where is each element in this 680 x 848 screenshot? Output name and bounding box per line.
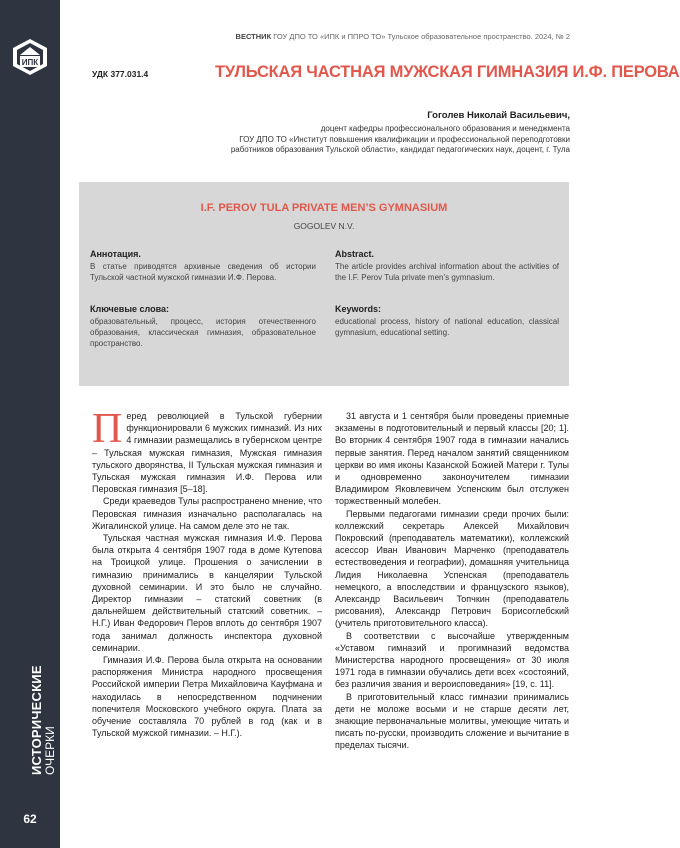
body-paragraph: В соответствии с высочайше утвержденным «Уставом гимназий и прогимназий ведомства Министерства народного просвещения» от 30 июля 1971 года в гимназии обучались дети всех «состояний, без различия звания и вероисповедания» [19, с. 11]. bbox=[335, 630, 569, 690]
journal-header bbox=[210, 32, 570, 41]
drop-cap: П bbox=[92, 406, 123, 452]
body-paragraph: Первыми педагогами гимназии среди прочих были: коллежский секретарь Алексей Михайлович Покровский (преподаватель математики), коллежский асессор Иван Иванович Марченко (преподаватель естествоведения и географии), домашняя учительница Лидия Николаевна Успенская (преподаватель немецкого, а впоследствии и французского языков), Александр Васильевич Топчкин (преподаватель рисования), Александр Петрович Борисоглебский (учитель приготовительного класса). bbox=[335, 508, 569, 629]
page-number: 62 bbox=[23, 812, 37, 826]
sidebar bbox=[0, 0, 60, 848]
body-paragraph: Среди краеведов Тулы распространено мнение, что Перовская гимназия изначально располагалась на Жигалинской улице. На самом деле это не так. bbox=[92, 496, 322, 531]
ru-keywords-text: образовательный, процесс, история отечественного образования, классическая гимназия, образовательное пространство. bbox=[90, 317, 316, 348]
affiliation-line: доцент кафедры профессионального образования и менеджмента bbox=[320, 124, 570, 133]
journal-details: ГОУ ДПО ТО «ИПК и ППРО ТО» Тульское образовательное пространство. 2024, № 2 bbox=[271, 32, 570, 41]
section-label-line1: ИСТОРИЧЕСКИЕ bbox=[29, 665, 44, 775]
svg-text:ИПК: ИПК bbox=[21, 58, 39, 67]
en-abstract-text: The article provides archival information about the activities of the I.F. Perov Tula private men’s gymnasium. bbox=[335, 262, 559, 282]
section-label bbox=[6, 655, 57, 775]
udk-code: УДК 377.031.4 bbox=[92, 69, 149, 79]
body-paragraph: 31 августа и 1 сентября были проведены приемные экзамены в подготовительный и первый классы [20; 1]. Во вторник 4 сентября 1907 года в гимназии начались первые занятия. Перед началом занятий священником церкви во имя иконы Казанской Божией Матери г. Тулы и одновременно законоучителем гимназии Владимиром Яковлевичем Успенским был отслужен торжественный молебен. bbox=[335, 411, 569, 507]
body-paragraph: Тульская частная мужская гимназия И.Ф. Перова была открыта 4 сентября 1907 года в доме Кутепова на Троицкой улице. Прошения о зачислении в гимназию принимались в канцелярии Тульской духовной семинарии. И это было не случайно. Директор гимназии – статский советник (в дальнейшем действительный статский советник. – Н.Г.) Иван Федорович Перов вплоть до сентября 1907 года занимал должность инспектора духовной семинарии. bbox=[92, 533, 322, 653]
journal-name: ВЕСТНИК bbox=[235, 32, 272, 41]
english-author: GOGOLEV N.V. bbox=[293, 221, 355, 231]
abstract-box bbox=[79, 182, 569, 386]
body-paragraph: В приготовительный класс гимназии принимались дети не моложе восьми и не старше десяти лет, знающие первоначальные молитвы, умеющие читать и писать по-русски, производить сложение и вычитание в пределах тысячи. bbox=[335, 691, 569, 751]
author-name: Гоголев Николай Васильевич, bbox=[427, 110, 570, 121]
article-title: ТУЛЬСКАЯ ЧАСТНАЯ МУЖСКАЯ ГИМНАЗИЯ И.Ф. ПЕРОВА bbox=[215, 63, 680, 81]
section-label-line2: ОЧЕРКИ bbox=[43, 726, 57, 775]
body-paragraph: Гимназия И.Ф. Перова была открыта на основании распоряжения Министра народного просвещения Российской империи Петра Михайловича Кауфмана и находилась в непосредственном подчинении попечителя Московского учебного округа. Плата за обучение составляла 70 рублей в год (как и в Тульской мужской гимназии. – Н.Г.). bbox=[92, 655, 322, 739]
english-title: I.F. PEROV TULA PRIVATE MEN’S GYMNASIUM bbox=[200, 202, 448, 214]
body-paragraph: Перед революцией в Тульской губернии функционировали 6 мужских гимназий. Из них 4 гимназии размещались в губернском центре – Тульская мужская гимназия, Мужская гимназия тульского дворянства, II Тульская мужская гимназия и Тульская мужская гимназия И.Ф. Перова или Перовская гимназия [5–18]. bbox=[92, 406, 322, 495]
en-abstract-heading: Abstract. bbox=[335, 249, 375, 259]
institute-logo-icon bbox=[11, 38, 49, 76]
ru-keywords bbox=[90, 304, 316, 349]
author-affiliation bbox=[150, 124, 570, 156]
ru-abstract-heading: Аннотация. bbox=[90, 249, 141, 259]
affiliation-line: работников образования Тульской области», кандидат педагогических наук, доцент, г. Тула bbox=[230, 145, 570, 154]
body-column-left bbox=[92, 406, 322, 739]
en-abstract bbox=[335, 249, 559, 283]
ru-keywords-heading: Ключевые слова: bbox=[90, 304, 170, 314]
en-keywords-text: educational process, history of national education, classical gymnasium, educational setting. bbox=[335, 317, 559, 337]
ru-abstract-text: В статье приводятся архивные сведения об истории Тульской частной мужской гимназии И.Ф. Перова. bbox=[90, 262, 316, 282]
body-column-right bbox=[335, 410, 569, 752]
en-keywords-heading: Keywords: bbox=[335, 304, 382, 314]
en-keywords bbox=[335, 304, 559, 338]
affiliation-line: ГОУ ДПО ТО «Институт повышения квалификации и профессиональной переподготовки bbox=[239, 134, 570, 144]
ru-abstract bbox=[90, 249, 316, 283]
